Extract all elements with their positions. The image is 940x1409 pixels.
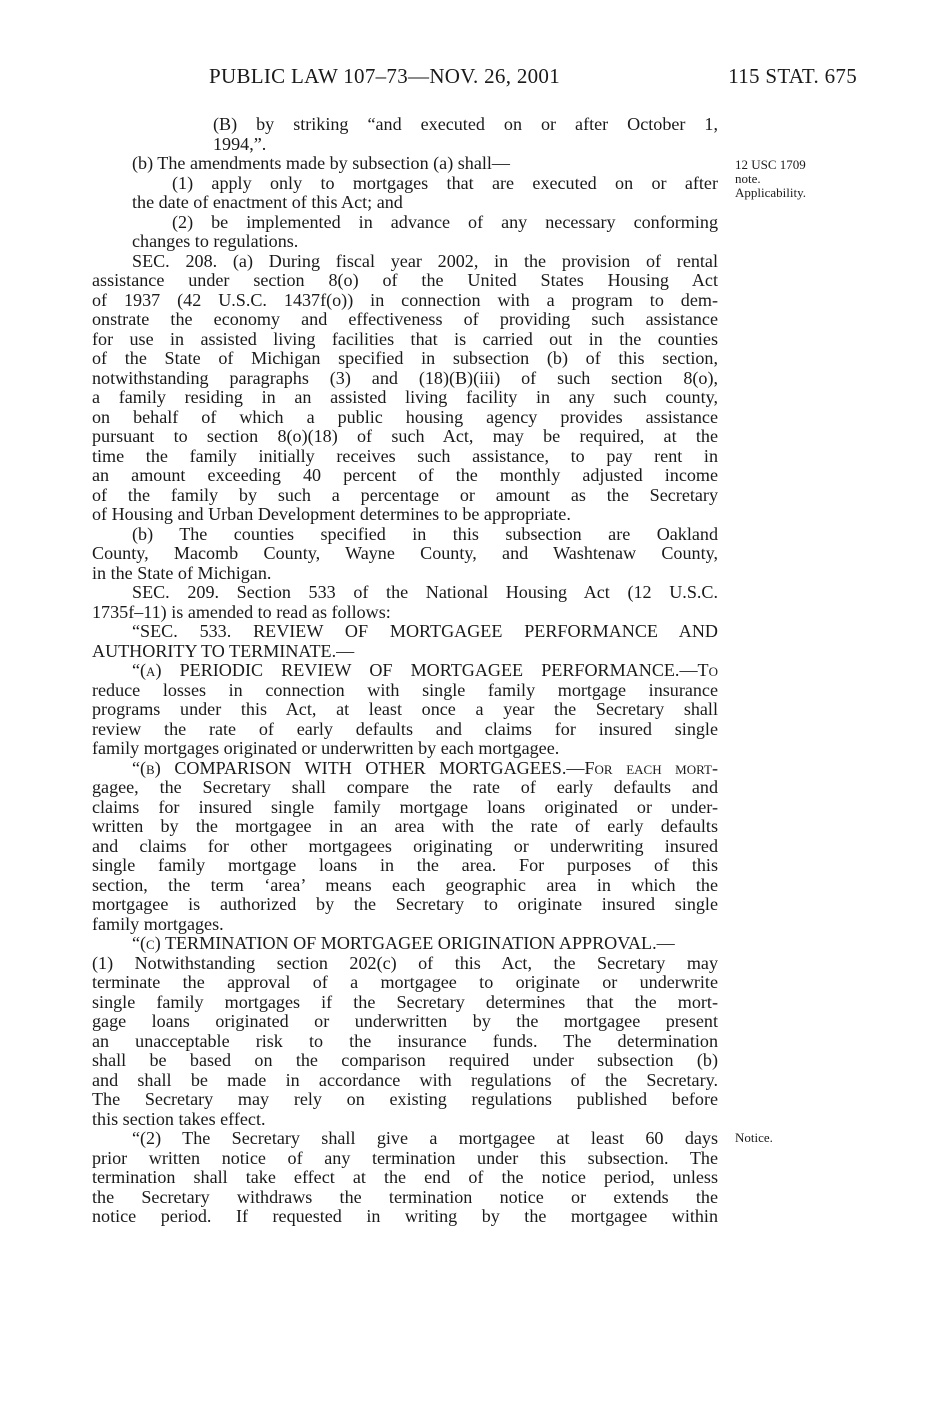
text-line: 1994,”. <box>213 133 267 154</box>
text-line: this section takes effect. <box>92 1108 266 1129</box>
text-line: gagee, the Secretary shall compare the rate of early defaults and <box>92 777 718 797</box>
text-line: of the State of Michigan specified in subsection (b) of this section, <box>92 348 718 368</box>
text-line: of Housing and Urban Development determines to be appropriate. <box>92 504 571 524</box>
text-line: prior written notice of any termination under this subsection. The <box>92 1147 718 1168</box>
text-line: notice period. If requested in writing by the mortgagee within <box>92 1206 718 1226</box>
text-line: the Secretary withdraws the termination notice or extends the <box>92 1186 718 1207</box>
margin-note-notice <box>735 1131 773 1145</box>
text-line: SEC. 208. (a) During fiscal year 2002, in the provision of rental <box>132 250 718 271</box>
text-line: termination shall take effect at the end of the notice period, unless <box>92 1167 718 1187</box>
text-line: 1735f–11) is amended to read as follows: <box>92 601 391 622</box>
text-line: reduce losses in connection with single family mortgage insurance <box>92 679 718 700</box>
text-line: and shall be made in accordance with regulations of the Secretary. <box>92 1069 718 1090</box>
text-line: family mortgages. <box>92 913 224 934</box>
text-line: shall be based on the comparison required under subsection (b) <box>92 1050 718 1070</box>
text-line: time the family initially receives such assistance, to pay rent in <box>92 445 718 466</box>
text-line: mortgagee is authorized by the Secretary to originate insured single <box>92 894 718 914</box>
text-line: single family mortgages if the Secretary determines that the mort- <box>92 991 718 1012</box>
text-line: claims for insured single family mortgage loans originated or under- <box>92 796 718 817</box>
text-line: single family mortgage loans in the area. For purposes of this <box>92 855 718 875</box>
text-line: in the State of Michigan. <box>92 562 272 583</box>
text-line: of the family by such a percentage or amount as the Secretary <box>92 484 718 505</box>
text-line: (2) be implemented in advance of any necessary conforming <box>172 211 718 232</box>
text-line: pursuant to section 8(o)(18) of such Act, may be required, at the <box>92 426 718 446</box>
text-line: (b) The counties specified in this subsection are Oakland <box>132 523 718 544</box>
margin-note-applicability: Applicability. <box>735 185 807 200</box>
text-line: SEC. 209. Section 533 of the National Housing Act (12 U.S.C. <box>132 582 718 602</box>
margin-note-cite-line: note. <box>735 171 761 186</box>
text-line: for use in assisted living facilities that is carried out in the counties <box>92 328 718 349</box>
margin-note-cite-line: 12 USC 1709 <box>735 157 806 172</box>
text-line: The Secretary may rely on existing regulations published before <box>92 1089 718 1109</box>
text-line: on behalf of which a public housing agency provides assistance <box>92 406 718 427</box>
text-line: a family residing in an assisted living facility in any such county, <box>92 387 718 407</box>
text-line: section, the term ‘area’ means each geographic area in which the <box>92 874 718 895</box>
margin-note-notice-label: Notice. <box>735 1130 773 1145</box>
statute-body <box>92 115 718 1227</box>
text-line: family mortgages originated or underwritten by each mortgagee. <box>92 738 560 758</box>
text-line: County, Macomb County, Wayne County, and Washtenaw County, <box>92 543 718 563</box>
text-line: and claims for other mortgagees originating or underwriting insured <box>92 835 718 856</box>
text-line: (1) Notwithstanding section 202(c) of this Act, the Secretary may <box>92 952 718 973</box>
text-line: (b) The amendments made by subsection (a) shall— <box>132 153 511 173</box>
text-line: (1) apply only to mortgages that are executed on or after <box>172 172 718 193</box>
text-line: the date of enactment of this Act; and <box>132 192 403 212</box>
text-line: onstrate the economy and effectiveness of providing such assistance <box>92 309 718 329</box>
text-line: terminate the approval of a mortgagee to originate or underwrite <box>92 972 718 992</box>
text-line: notwithstanding paragraphs (3) and (18)(B)(iii) of such section 8(o), <box>92 367 718 388</box>
page-number: 115 STAT. 675 <box>728 64 857 88</box>
text-line: an amount exceeding 40 percent of the monthly adjusted income <box>92 465 718 485</box>
text-line: an unacceptable risk to the insurance funds. The determination <box>92 1030 718 1051</box>
text-line: programs under this Act, at least once a year the Secretary shall <box>92 699 718 719</box>
text-line: (B) by striking “and executed on or after October 1, <box>213 114 718 134</box>
text-line: review the rate of early defaults and claims for insured single <box>92 718 718 739</box>
text-line: changes to regulations. <box>132 231 299 251</box>
text-line: AUTHORITY TO TERMINATE.— <box>92 640 355 661</box>
page-header <box>209 64 857 92</box>
text-line: written by the mortgagee in an area with the rate of early defaults <box>92 816 718 836</box>
text-line: “(2) The Secretary shall give a mortgagee at least 60 days <box>132 1128 718 1148</box>
text-line: “(b) COMPARISON WITH OTHER MORTGAGEES.—For each mort- <box>132 757 718 778</box>
text-line: assistance under section 8(o) of the United States Housing Act <box>92 270 718 290</box>
text-line: of 1937 (42 U.S.C. 1437f(o)) in connection with a program to dem- <box>92 289 718 310</box>
text-line: “SEC. 533. REVIEW OF MORTGAGEE PERFORMANCE AND <box>132 621 718 641</box>
margin-note-citation <box>735 158 806 200</box>
text-line: “(c) TERMINATION OF MORTGAGEE ORIGINATION APPROVAL.— <box>132 933 675 953</box>
running-head-title: PUBLIC LAW 107–73—NOV. 26, 2001 <box>209 64 561 88</box>
text-line: “(a) PERIODIC REVIEW OF MORTGAGEE PERFORMANCE.—To <box>132 660 718 680</box>
text-line: gage loans originated or underwritten by the mortgagee present <box>92 1011 718 1031</box>
